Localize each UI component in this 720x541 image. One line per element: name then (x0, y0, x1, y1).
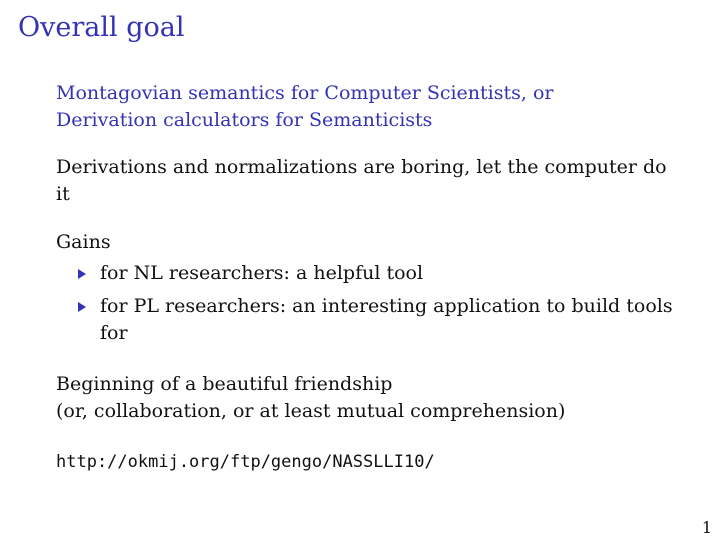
triangle-bullet-icon (78, 269, 86, 279)
list-item-text: for NL researchers: a helpful tool (100, 262, 424, 284)
list-item-text: for PL researchers: an interesting application to build tools for (100, 295, 673, 344)
triangle-bullet-icon (78, 302, 86, 312)
subtitle-line-2: Derivation calculators for Semanticists (56, 109, 433, 131)
subtitle (56, 80, 676, 134)
list-item (56, 260, 676, 287)
subtitle-line-1: Montagovian semantics for Computer Scientists, or (56, 82, 554, 104)
friendship-line-1: Beginning of a beautiful friendship (56, 373, 393, 395)
friendship-paragraph (56, 371, 676, 425)
gains-list (56, 260, 676, 347)
list-item (56, 293, 676, 347)
derivations-paragraph: Derivations and normalizations are boring, let the computer do it (56, 156, 667, 205)
page-number: 1 (701, 518, 712, 537)
url-link[interactable]: http://okmij.org/ftp/gengo/NASSLLI10/ (56, 452, 435, 472)
friendship-line-2: (or, collaboration, or at least mutual comprehension) (56, 400, 566, 422)
gains-heading: Gains (56, 231, 111, 253)
slide-content (56, 80, 676, 476)
slide-title: Overall goal (18, 12, 185, 43)
